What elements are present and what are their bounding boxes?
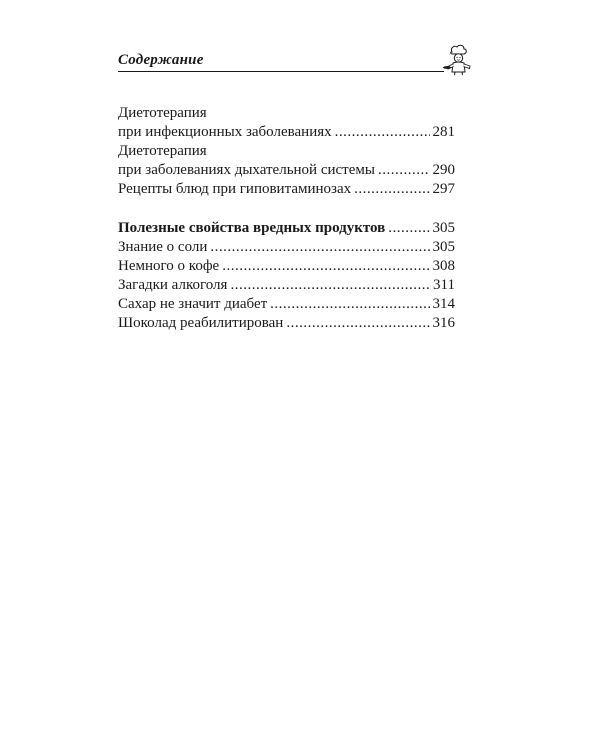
dot-leader xyxy=(222,257,429,276)
toc-entry-page: 308 xyxy=(432,258,455,274)
header-rule xyxy=(118,71,444,72)
toc-entry-page: 297 xyxy=(432,181,455,197)
toc-entry xyxy=(118,238,455,257)
toc-entry-title: Загадки алкоголя xyxy=(118,277,228,293)
dot-leader xyxy=(354,180,429,199)
dot-leader xyxy=(286,314,429,333)
toc-entry xyxy=(118,295,455,314)
section-gap xyxy=(118,199,455,219)
toc-entry xyxy=(118,257,455,276)
toc-section-heading xyxy=(118,219,455,238)
page-header xyxy=(118,50,475,76)
toc-entry-page: 314 xyxy=(432,296,455,312)
dot-leader xyxy=(378,161,430,180)
toc-entry xyxy=(118,104,455,142)
toc-entry-page: 311 xyxy=(433,277,455,293)
toc-section-page: 305 xyxy=(432,220,455,236)
toc-section-title: Полезные свойства вредных продуктов xyxy=(118,220,386,236)
dot-leader xyxy=(388,219,429,238)
dot-leader xyxy=(210,238,429,257)
toc-entry-title-line: при инфекционных заболеваниях xyxy=(118,124,332,140)
dot-leader xyxy=(230,276,430,295)
table-of-contents xyxy=(118,104,455,333)
cartoon-cook-icon xyxy=(440,44,476,76)
toc-entry-title-line: Диетотерапия xyxy=(118,105,207,121)
toc-entry-title: Шоколад реабилитирован xyxy=(118,315,284,331)
toc-entry xyxy=(118,142,455,180)
toc-entry xyxy=(118,276,455,295)
toc-entry-page: 305 xyxy=(432,239,455,255)
toc-entry xyxy=(118,180,455,199)
toc-entry xyxy=(118,314,455,333)
toc-entry-title-line: Диетотерапия xyxy=(118,143,207,159)
toc-entry-page: 316 xyxy=(432,315,455,331)
toc-entry-title: Немного о кофе xyxy=(118,258,220,274)
toc-entry-title: Рецепты блюд при гиповитаминозах xyxy=(118,181,352,197)
toc-entry-page: 281 xyxy=(432,124,455,140)
running-header-title: Содержание xyxy=(118,52,204,68)
toc-entry-title: Знание о соли xyxy=(118,239,208,255)
toc-entry-page: 290 xyxy=(432,162,455,178)
toc-entry-title-line: при заболеваниях дыхательной системы xyxy=(118,162,375,178)
dot-leader xyxy=(335,123,430,142)
toc-entry-title: Сахар не значит диабет xyxy=(118,296,268,312)
dot-leader xyxy=(270,295,429,314)
